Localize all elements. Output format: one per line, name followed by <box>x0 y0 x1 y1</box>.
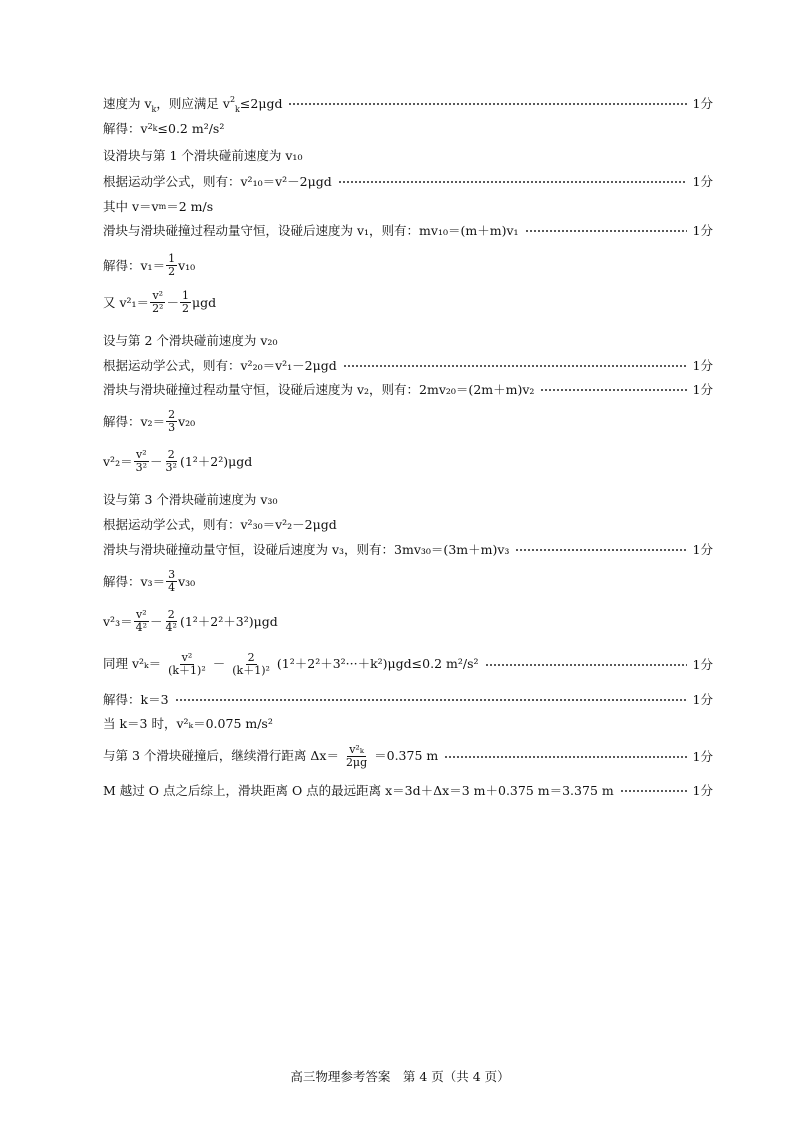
score-mark: 1分 <box>692 174 713 189</box>
line-9-text: 设与第 2 个滑块碰前速度为 v₂₀ <box>103 333 278 348</box>
line-10-text: 根据运动学公式，则有：v²₂₀＝v²₁－2μgd <box>103 358 337 373</box>
solution-line-7 <box>103 253 195 278</box>
score-mark: 1分 <box>692 96 713 111</box>
solution-line-9 <box>103 333 277 348</box>
solution-line-10 <box>103 358 713 373</box>
solution-line-13: v²₂＝ $\frac{\text{v²}}{\text{3²}}$ － $\frac{2}{\text{3²}}$ (1²＋2²)μgd <box>103 448 253 475</box>
line-18-pre: v²₃＝ <box>103 614 133 630</box>
dot-leader <box>515 549 686 551</box>
line-7-post: v₁₀ <box>178 258 196 274</box>
line-2-text-b: ≤0.2 m²/s² <box>157 121 225 136</box>
solution-line-2: 解得：v $^2$ k ≤0.2 m²/s² <box>103 121 225 136</box>
line-20-text: 解得：k＝3 <box>103 692 169 707</box>
dot-leader <box>540 389 686 391</box>
solution-line-11 <box>103 382 713 397</box>
dot-leader <box>444 756 686 758</box>
line-7-pre: 解得：v₁＝ <box>103 258 166 274</box>
dot-leader <box>288 103 686 105</box>
line-22-post: ＝0.375 m <box>374 748 439 764</box>
dot-leader <box>175 699 687 701</box>
page-footer: 高三物理参考答案 第 4 页（共 4 页） <box>290 1069 510 1084</box>
score-mark: 1分 <box>692 783 713 798</box>
fraction: $\frac{2}{\text{(k＋1)²}}$ <box>232 651 270 678</box>
fraction: $\frac{\text{v²ₖ}}{2\mu g}$ <box>345 743 368 770</box>
line-23-text: M 越过 O 点之后综上，滑块距离 O 点的最远距离 x＝3d＋Δx＝3 m＋0.375 m＝3.375 m <box>103 783 614 798</box>
line-1-text-a: 速度为 v <box>103 96 152 111</box>
line-15-text: 根据运动学公式，则有：v²₃₀＝v²₂－2μgd <box>103 517 337 532</box>
solution-line-15 <box>103 517 337 532</box>
solution-line-3 <box>103 148 302 163</box>
line-8-pre: 又 v²₁＝ <box>103 295 150 311</box>
line-1-text-b: ，则应满足 v <box>156 96 230 111</box>
line-18-post: (1²＋2²＋3²)μgd <box>179 614 278 630</box>
solution-line-18: v²₃＝ $\frac{\text{v²}}{\text{4²}}$ － $\frac{2}{\text{4²}}$ (1²＋2²＋3²)μgd <box>103 608 278 635</box>
fraction: $\frac{1}{2}$ <box>182 289 189 316</box>
dot-leader <box>525 230 687 232</box>
line-17-post: v₃₀ <box>178 574 196 590</box>
dot-leader <box>485 664 687 666</box>
line-1-text-c: ≤2μgd <box>239 96 283 111</box>
line-2-text-a: 解得：v <box>103 121 148 136</box>
line-21-text: 当 k＝3 时，v²ₖ＝0.075 m/s² <box>103 716 273 731</box>
line-12-pre: 解得：v₂＝ <box>103 414 166 430</box>
fraction: $\frac{\text{v²}}{\text{3²}}$ <box>135 448 148 475</box>
line-8-post: μgd <box>192 295 217 311</box>
line-22-pre: 与第 3 个滑块碰撞后，继续滑行距离 Δx＝ <box>103 748 339 764</box>
solution-line-14 <box>103 492 277 507</box>
fraction: $\frac{\text{v²}}{\text{2²}}$ <box>152 289 164 316</box>
line-14-text: 设与第 3 个滑块碰前速度为 v₃₀ <box>103 492 278 507</box>
line-1-sub: k <box>151 104 157 114</box>
score-mark: 1分 <box>692 382 713 397</box>
solution-line-5: 其中 v＝v m ＝2 m/s <box>103 199 214 214</box>
fraction: $\frac{\text{v²}}{\text{4²}}$ <box>135 608 148 635</box>
score-mark: 1分 <box>692 692 713 707</box>
solution-line-1: 速度为 $v_k$，则应满足 $v^2_k\le 2\mu gd$ 1分 <box>103 94 713 114</box>
solution-line-19: 同理 v²ₖ＝ $\frac{\text{v²}}{\text{(k＋1)²}}$ － $\frac{2}{\text{(k＋1)²}}$ (1²＋2²＋3²···＋k²)μgd≤0.2 m²/s² 1分 <box>103 651 713 678</box>
solution-line-20 <box>103 692 713 707</box>
score-mark: 1分 <box>692 358 713 373</box>
line-13-post: (1²＋2²)μgd <box>179 454 253 470</box>
line-12-post: v₂₀ <box>178 414 196 430</box>
solution-line-22 <box>103 744 713 769</box>
solution-line-8: 又 v²₁＝ $\frac{\text{v²}}{\text{2²}}$ － $\frac{1}{2}$ μgd <box>103 289 217 316</box>
dot-leader <box>343 365 687 367</box>
line-3-text: 设滑块与第 1 个滑块碰前速度为 v₁₀ <box>103 148 303 163</box>
score-mark: 1分 <box>692 749 713 765</box>
line-11-text: 滑块与滑块碰撞过程动量守恒，设碰后速度为 v₂，则有：2mv₂₀＝(2m＋m)v₂ <box>103 382 535 397</box>
line-5-text-b: ＝2 m/s <box>166 199 214 214</box>
solution-line-23 <box>103 783 713 798</box>
fraction: $\frac{2}{\text{3²}}$ <box>165 448 177 475</box>
dot-leader <box>338 181 687 183</box>
line-19-pre: 同理 v²ₖ＝ <box>103 656 162 672</box>
dot-leader <box>620 790 687 792</box>
score-mark: 1分 <box>692 542 713 557</box>
line-17-pre: 解得：v₃＝ <box>103 574 166 590</box>
fraction: $\frac{\text{v²}}{\text{(k＋1)²}}$ <box>168 651 206 678</box>
solution-line-4 <box>103 174 713 189</box>
score-mark: 1分 <box>692 657 713 673</box>
fraction: $\frac{2}{\text{4²}}$ <box>165 608 177 635</box>
line-5-text-a: 其中 v＝v <box>103 199 159 214</box>
solution-line-21 <box>103 716 273 731</box>
line-19-post: (1²＋2²＋3²···＋k²)μgd≤0.2 m²/s² <box>276 656 479 672</box>
line-6-text: 滑块与滑块碰撞过程动量守恒，设碰后速度为 v₁，则有：mv₁₀＝(m＋m)v₁ <box>103 223 519 238</box>
fraction: $\frac{3}{4}$ <box>168 568 176 595</box>
solution-line-12 <box>103 409 195 434</box>
line-13-pre: v²₂＝ <box>103 454 133 470</box>
line-4-text: 根据运动学公式，则有：v²₁₀＝v²－2μgd <box>103 174 332 189</box>
line-16-text: 滑块与滑块碰撞动量守恒，设碰后速度为 v₃，则有：3mv₃₀＝(3m＋m)v₃ <box>103 542 510 557</box>
score-mark: 1分 <box>692 223 713 238</box>
fraction: $\frac{2}{3}$ <box>168 408 176 435</box>
solution-line-6 <box>103 223 713 238</box>
fraction: $\frac{1}{2}$ <box>168 252 176 279</box>
solution-line-17 <box>103 569 195 594</box>
solution-line-16 <box>103 542 713 557</box>
